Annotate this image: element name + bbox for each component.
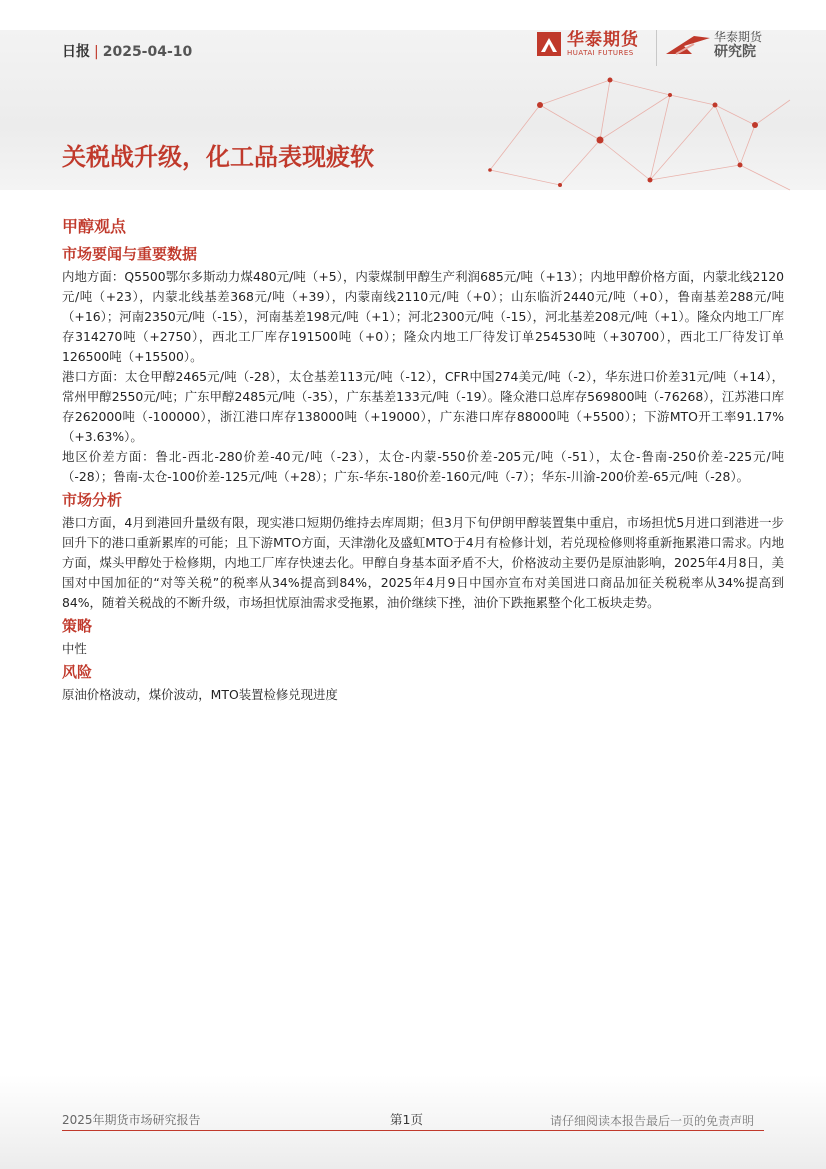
- institute-logo-icon: [664, 32, 712, 58]
- report-type: 日报: [62, 44, 90, 60]
- huatai-logo-icon: [537, 32, 561, 56]
- risk-text: 原油价格波动，煤价波动，MTO装置检修兑现进度: [62, 687, 338, 702]
- analysis-title: 市场分析: [62, 491, 123, 509]
- news-paragraph-inland: 内地方面：Q5500鄂尔多斯动力煤480元/吨（+5），内蒙煤制甲醇生产利润685元/吨（+13）；内地甲醇价格方面，内蒙北线2120元/吨（+23），内蒙北线基差368元/吨（+39），内蒙南线2110元/吨（+0）；山东临沂2440元/吨（+0），鲁南基差288元/吨（+16）；河南2350元/吨（-15），河南基差198元/吨（+1）；河北2300元/吨（-15），河北基差208元/吨（+1）。隆众内地工厂库存314270吨（+2750），西北工厂库存191500吨（+0）；隆众内地工厂待发订单254530吨（+30700），西北工厂待发订单126500吨（+15500）。: [62, 269, 784, 364]
- news-paragraph-spread: 地区价差方面：鲁北-西北-280价差-40元/吨（-23），太仓-内蒙-550价差-205元/吨（-51），太仓-鲁南-250价差-225元/吨（-28）；鲁南-太仓-100价差-125元/吨（+28）；广东-华东-180价差-160元/吨（-7）；华东-川渝-200价差-65元/吨（-28）。: [62, 449, 784, 484]
- brand-name: 华泰期货: [567, 30, 639, 50]
- news-title: 市场要闻与重要数据: [62, 245, 198, 263]
- institute-line2: 研究院: [714, 44, 756, 60]
- report-date: 2025-04-10: [102, 44, 193, 60]
- huatai-futures-logo: [537, 31, 639, 57]
- strategy-text: 中性: [62, 641, 87, 656]
- logo-divider: [656, 30, 657, 66]
- footer-page-number: 第1页: [390, 1112, 423, 1127]
- footer-report-name: 2025年期货市场研究报告: [62, 1113, 201, 1127]
- decorative-network-graphic: [470, 60, 800, 195]
- strategy-title: 策略: [62, 617, 93, 635]
- risk-title: 风险: [62, 663, 93, 681]
- analysis-paragraph: 港口方面，4月到港回升量级有限，现实港口短期仍维持去库周期；但3月下旬伊朗甲醇装置集中重启，市场担忧5月进口到港进一步回升下的港口重新累库的可能；且下游MTO方面，天津渤化及盛虹MTO于4月有检修计划，若兑现检修则将重新拖累港口需求。内地方面，煤头甲醇处于检修期，内地工厂库存快速去化。甲醇自身基本面矛盾不大，价格波动主要仍是原油影响，2025年4月8日，美国对中国加征的“对等关税”的税率从34%提高到84%，2025年4月9日中国亦宣布对美国进口商品加征关税税率从34%提高到84%，随着关税战的不断升级，市场担忧原油需求受拖累，油价继续下挫，油价下跌拖累整个化工板块走势。: [62, 515, 784, 610]
- brand-name-en: HUATAI FUTURES: [567, 49, 634, 57]
- news-paragraph-port: 港口方面：太仓甲醇2465元/吨（-28），太仓基差113元/吨（-12），CFR中国274美元/吨（-2），华东进口价差31元/吨（+14），常州甲醇2550元/吨；广东甲醇2485元/吨（-35），广东基差133元/吨（-19）。隆众港口总库存569800吨（-76268），江苏港口库存262000吨（-100000），浙江港口库存138000吨（+19000），广东港口库存88000吨（+5500）；下游MTO开工率91.17%（+3.63%）。: [62, 369, 784, 444]
- section-title: 甲醇观点: [62, 217, 127, 236]
- page-title: 关税战升级，化工品表现疲软: [62, 143, 374, 171]
- footer-divider: [62, 1130, 764, 1131]
- research-institute-logo: [664, 30, 762, 60]
- report-content: [62, 214, 784, 705]
- institute-line1: 华泰期货: [714, 30, 763, 44]
- report-meta: 日报 | 2025-04-10: [62, 44, 193, 60]
- footer-disclaimer-note: 请仔细阅读本报告最后一页的免责声明: [550, 1114, 755, 1128]
